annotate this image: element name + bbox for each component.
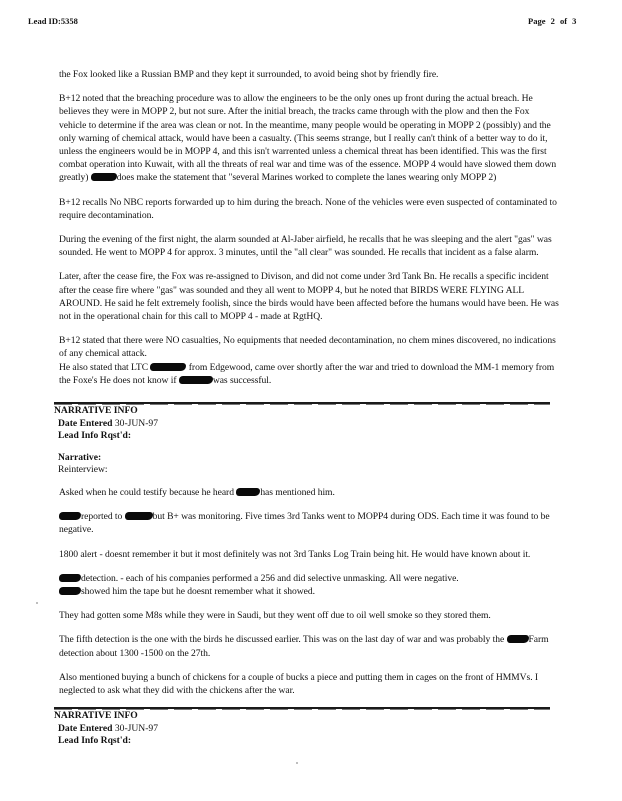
section-divider	[54, 707, 550, 709]
paragraph: They had gotten some M8s while they were in Saudi, but they went off due to oil well smoke so they stored them.	[59, 610, 491, 622]
redaction-block	[236, 488, 260, 496]
scan-speck	[296, 762, 298, 764]
narrative-label: Narrative:	[58, 451, 102, 463]
paragraph	[59, 92, 559, 184]
paragraph: Later, after the cease fire, the Fox was re-assigned to Divison, and did not come under 3rd Tank Bn. He recalls a specific incident after the cease fire where "gas" was sounded and they all went to MOPP 4, but he noted that BIRDS WERE FLYING ALL AROUND. He said he felt extremely foolish, since the birds would have been affected before the humans would have been. He was not in the operational chain for this call to MOPP 4 - made at RgtHQ.	[59, 271, 559, 323]
paragraph: the Fox looked like a Russian BMP and they kept it surrounded, to avoid being shot by friendly fire.	[59, 69, 439, 80]
paragraph: Also mentioned buying a bunch of chickens for a couple of bucks a piece and putting them in cages on the front of HMMVs. I neglected to ask what they did with the chickens after the war.	[59, 671, 539, 697]
scan-speck	[36, 602, 38, 604]
page-number: Page 2 of 3	[528, 16, 577, 26]
paragraph	[59, 486, 559, 499]
date-entered-value: 30-JUN-97	[114, 722, 159, 734]
redaction-block	[59, 587, 81, 595]
lead-info-field	[54, 430, 554, 443]
redaction-block	[59, 574, 81, 582]
paragraph-text: does make the statement that "several Marines worked to complete the lanes wearing only MOPP 2)	[116, 172, 497, 184]
document-body-top	[59, 68, 559, 387]
date-entered-field	[54, 723, 554, 736]
redaction-block	[91, 173, 117, 181]
paragraph	[59, 510, 559, 536]
paragraph: During the evening of the first night, the alarm sounded at Al-Jaber airfield, he recalls that he was sleeping and the alert "gas" was sounded. He went to MOPP 4 for approx. 3 minutes, until the "all clear" was sounded. He recalls that incident as a false alarm.	[59, 234, 552, 259]
date-entered-label: Date Entered	[58, 722, 113, 734]
paragraph-text: Asked when he could testify because he heard	[59, 487, 237, 498]
redaction-block	[125, 512, 153, 520]
paragraph-text: B+12 noted that the breaching procedure was to allow the engineers to be the only ones up front during the actual breach. He believes they were in MOPP 2, but not sure. After the initial breach, the tracks came through with the plow and then the Fox vehicle to determine if the area was clean or not. In the meantime, many people would be operating in MOPP 2 (possibly) and the only warning of chemical attack, would have been a casualty. (This seems strange, but I really can't think of a better way to do it, unless the engineers would be in MOPP 4, and this isn't warrented unless a chemical threat has been identified. This was the first combat operation into Kuwait, with all the threats of real war and time was of the essence. MOPP 4 would have slowed them down greatly)	[59, 93, 557, 184]
paragraph-text: was successful.	[212, 374, 272, 386]
paragraph-text: detection. - each of his companies performed a 256 and did selective unmasking. All were negative.	[81, 572, 459, 584]
section-title: NARRATIVE INFO	[54, 405, 138, 416]
paragraph-text: showed him the tape but he doesnt remember what it showed.	[81, 586, 315, 598]
narrative-subtitle: Reinterview:	[58, 464, 108, 475]
date-entered-value: 30-JUN-97	[114, 417, 159, 429]
paragraph-text: He also stated that LTC	[59, 361, 151, 373]
lead-info-field	[54, 735, 554, 748]
lead-id: Lead ID:5358	[28, 16, 78, 26]
date-entered-label: Date Entered	[58, 417, 113, 429]
redaction-block	[507, 635, 529, 643]
narrative-info-section	[54, 405, 554, 477]
paragraph-text: Farm detection about 1300 -1500 on the 27th.	[59, 634, 549, 659]
redaction-block	[179, 376, 213, 384]
paragraph-text: from Edgewood, came over shortly after the war and tried to download the MM-1 memory from the Foxe's He does not know if	[59, 361, 555, 386]
paragraph-text: reported to	[81, 511, 125, 523]
paragraph-text: but B+ was monitoring. Five times 3rd Tanks went to MOPP4 during ODS. Each time it was found to be negative.	[59, 511, 550, 536]
section-divider	[54, 402, 550, 404]
narrative-body	[59, 486, 559, 697]
redaction-block	[150, 363, 186, 371]
paragraph: B+12 stated that there were NO casualties, No equipments that needed decontamination, no chem mines discovered, no indications of any chemical attack.	[59, 335, 556, 360]
redaction-block	[59, 512, 81, 520]
paragraph: B+12 recalls No NBC reports forwarded up to him during the breach. None of the vehicles were even suspected of contaminated to require decontamination.	[59, 196, 557, 221]
paragraph-text: The fifth detection is the one with the birds he discussed earlier. This was on the last day of war and was probably the	[59, 634, 507, 646]
lead-info-label: Lead Info Rqst'd:	[58, 735, 132, 746]
lead-info-label: Lead Info Rqst'd:	[58, 430, 132, 441]
paragraph	[59, 572, 559, 598]
paragraph-text: has mentioned him.	[260, 487, 335, 498]
paragraph	[59, 633, 559, 659]
section-title: NARRATIVE INFO	[54, 710, 138, 721]
narrative-info-section	[54, 710, 554, 748]
date-entered-field	[54, 418, 554, 431]
paragraph	[59, 361, 559, 387]
paragraph: 1800 alert - doesnt remember it but it most definitely was not 3rd Tanks Log Train being hit. He would have known about it.	[59, 548, 531, 560]
